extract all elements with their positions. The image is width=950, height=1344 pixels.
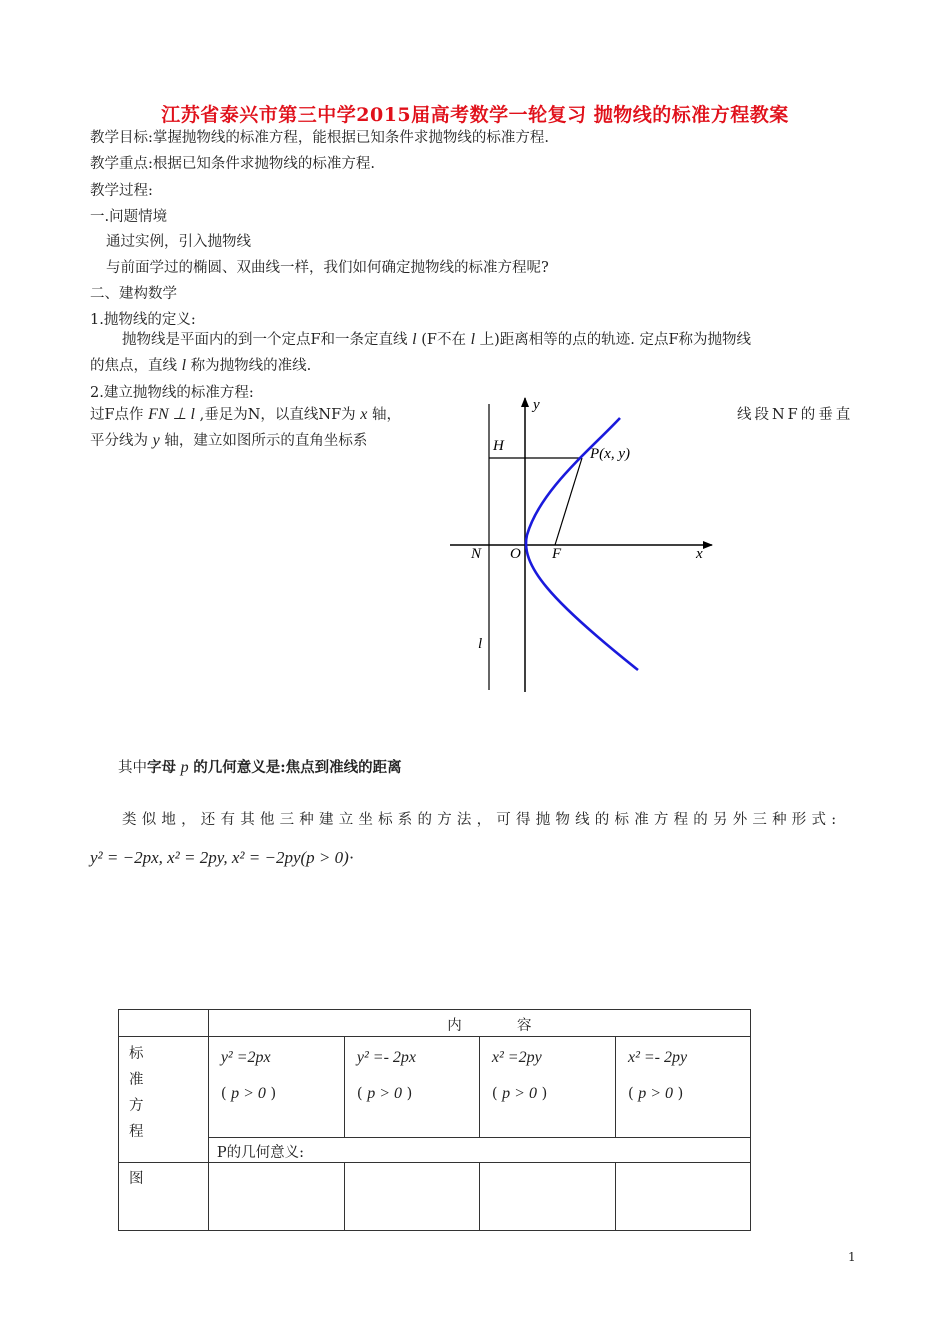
p-meaning-part-c: 的几何意义是:焦点到准线的距离 bbox=[193, 759, 402, 776]
section1-line2: 与前面学过的椭圆、双曲线一样，我们如何确定抛物线的标准方程呢? bbox=[106, 260, 549, 276]
origin-label: O bbox=[510, 546, 521, 562]
construction-part-b: ,垂足为N，以直线NF为 bbox=[199, 407, 356, 423]
close-paren: ) bbox=[270, 1086, 277, 1102]
parabola-figure bbox=[440, 390, 730, 700]
focus-f-label: F bbox=[552, 546, 562, 562]
point-p-label: P(x, y) bbox=[590, 446, 630, 462]
line-l-symbol: l bbox=[412, 331, 417, 348]
equation-4: x² =- 2py bbox=[627, 1049, 688, 1066]
teaching-process: 教学过程: bbox=[90, 183, 153, 199]
equation-3: x² =2py bbox=[491, 1049, 542, 1066]
definition-part-c: 上)距离相等的点的轨迹. 定点F称为抛物线 bbox=[479, 332, 752, 348]
open-paren: ( bbox=[627, 1086, 634, 1102]
open-paren: ( bbox=[491, 1086, 498, 1102]
teaching-goal: 教学目标:掌握抛物线的标准方程，能根据已知条件求抛物线的标准方程. bbox=[90, 130, 549, 146]
page-number: 1 bbox=[848, 1250, 856, 1264]
open-paren: ( bbox=[220, 1086, 227, 1102]
equation-cell-4 bbox=[615, 1037, 750, 1138]
p-meaning-part-a: 其中 bbox=[118, 760, 147, 776]
other-standard-forms bbox=[90, 848, 354, 868]
close-paren: ) bbox=[406, 1086, 413, 1102]
other-forms-formula: y² = −2px, x² = 2py, x² = −2py(p > 0) bbox=[90, 848, 349, 867]
x-axis-label: x bbox=[696, 546, 703, 562]
construction-part-a: 过F点作 bbox=[90, 407, 144, 423]
condition-1 bbox=[221, 1085, 344, 1103]
table-header: 内 容 bbox=[208, 1010, 750, 1037]
construction-line2 bbox=[90, 431, 367, 451]
definition-part-b: (F不在 bbox=[421, 332, 466, 348]
row-label-figure: 图 bbox=[119, 1163, 209, 1231]
close-paren: ) bbox=[541, 1086, 548, 1102]
line-l-symbol: l bbox=[470, 331, 476, 348]
condition-text: p > 0 bbox=[231, 1085, 266, 1102]
condition-text: p > 0 bbox=[638, 1085, 674, 1102]
y-axis-label: y bbox=[533, 397, 540, 413]
definition-part-a: 抛物线是平面内的到一个定点F和一条定直线 bbox=[122, 332, 408, 348]
figure-cell-2 bbox=[344, 1163, 479, 1231]
condition-4 bbox=[628, 1085, 750, 1103]
line-l-symbol: l bbox=[181, 357, 187, 374]
equation-cell-3 bbox=[479, 1037, 615, 1138]
directrix-l-label: l bbox=[478, 636, 483, 652]
definition-line2 bbox=[90, 356, 311, 376]
construction-part-e: 轴，建立如图所示的直角坐标系 bbox=[164, 433, 368, 449]
p-meaning-part-b: 字母 bbox=[147, 759, 176, 776]
construction-part-c: 轴， bbox=[371, 407, 401, 423]
close-paren: ) bbox=[677, 1086, 684, 1102]
definition-line1 bbox=[122, 330, 751, 350]
similar-forms-text: 类似地，还有其他三种建立坐标系的方法，可得抛物线的标准方程的另外三种形式: bbox=[122, 812, 842, 828]
point-n-label: N bbox=[471, 546, 482, 562]
definition-part-e: 称为抛物线的准线. bbox=[190, 358, 312, 374]
construction-line1 bbox=[90, 405, 401, 425]
definition-part-d: 的焦点，直线 bbox=[90, 358, 177, 374]
point-h-label: H bbox=[493, 438, 504, 454]
p-meaning-line bbox=[118, 758, 402, 778]
condition-3 bbox=[492, 1085, 615, 1103]
table-corner-cell bbox=[119, 1010, 209, 1037]
section1-line1: 通过实例，引入抛物线 bbox=[106, 234, 251, 250]
section2-heading: 二、建构数学 bbox=[90, 286, 177, 302]
perpendicular-expression: FN ⊥ l bbox=[148, 406, 195, 423]
formula-dot: · bbox=[348, 848, 355, 867]
figure-cell-4 bbox=[615, 1163, 750, 1231]
condition-text: p > 0 bbox=[502, 1085, 537, 1102]
definition-heading: 1.抛物线的定义: bbox=[90, 312, 196, 328]
equation-cell-1 bbox=[208, 1037, 344, 1138]
figure-cell-1 bbox=[208, 1163, 344, 1231]
y-axis-symbol: y bbox=[152, 432, 160, 449]
figure-cell-3 bbox=[479, 1163, 615, 1231]
teaching-focus: 教学重点:根据已知条件求抛物线的标准方程. bbox=[90, 156, 375, 172]
open-paren: ( bbox=[356, 1086, 363, 1102]
section1-heading: 一.问题情境 bbox=[90, 209, 168, 225]
construction-part-d: 平分线为 bbox=[90, 433, 148, 449]
row-label-standard-equation: 标 准 方 程 bbox=[119, 1037, 209, 1163]
standard-equation-heading: 2.建立抛物线的标准方程: bbox=[90, 385, 254, 401]
equation-cell-2 bbox=[344, 1037, 479, 1138]
equation-1: y² =2px bbox=[220, 1049, 271, 1066]
x-axis-symbol: x bbox=[360, 406, 368, 423]
construction-right-text: 线段NF的垂直 bbox=[737, 407, 854, 423]
condition-2 bbox=[357, 1085, 479, 1103]
p-meaning-row: P的几何意义: bbox=[208, 1138, 750, 1163]
p-symbol: p bbox=[180, 759, 189, 776]
condition-text: p > 0 bbox=[367, 1085, 402, 1102]
page-title: 江苏省泰兴市第三中学2015届高考数学一轮复习 抛物线的标准方程教案 bbox=[161, 104, 789, 126]
equation-2: y² =- 2px bbox=[356, 1049, 417, 1066]
standard-equation-table bbox=[118, 1009, 751, 1231]
